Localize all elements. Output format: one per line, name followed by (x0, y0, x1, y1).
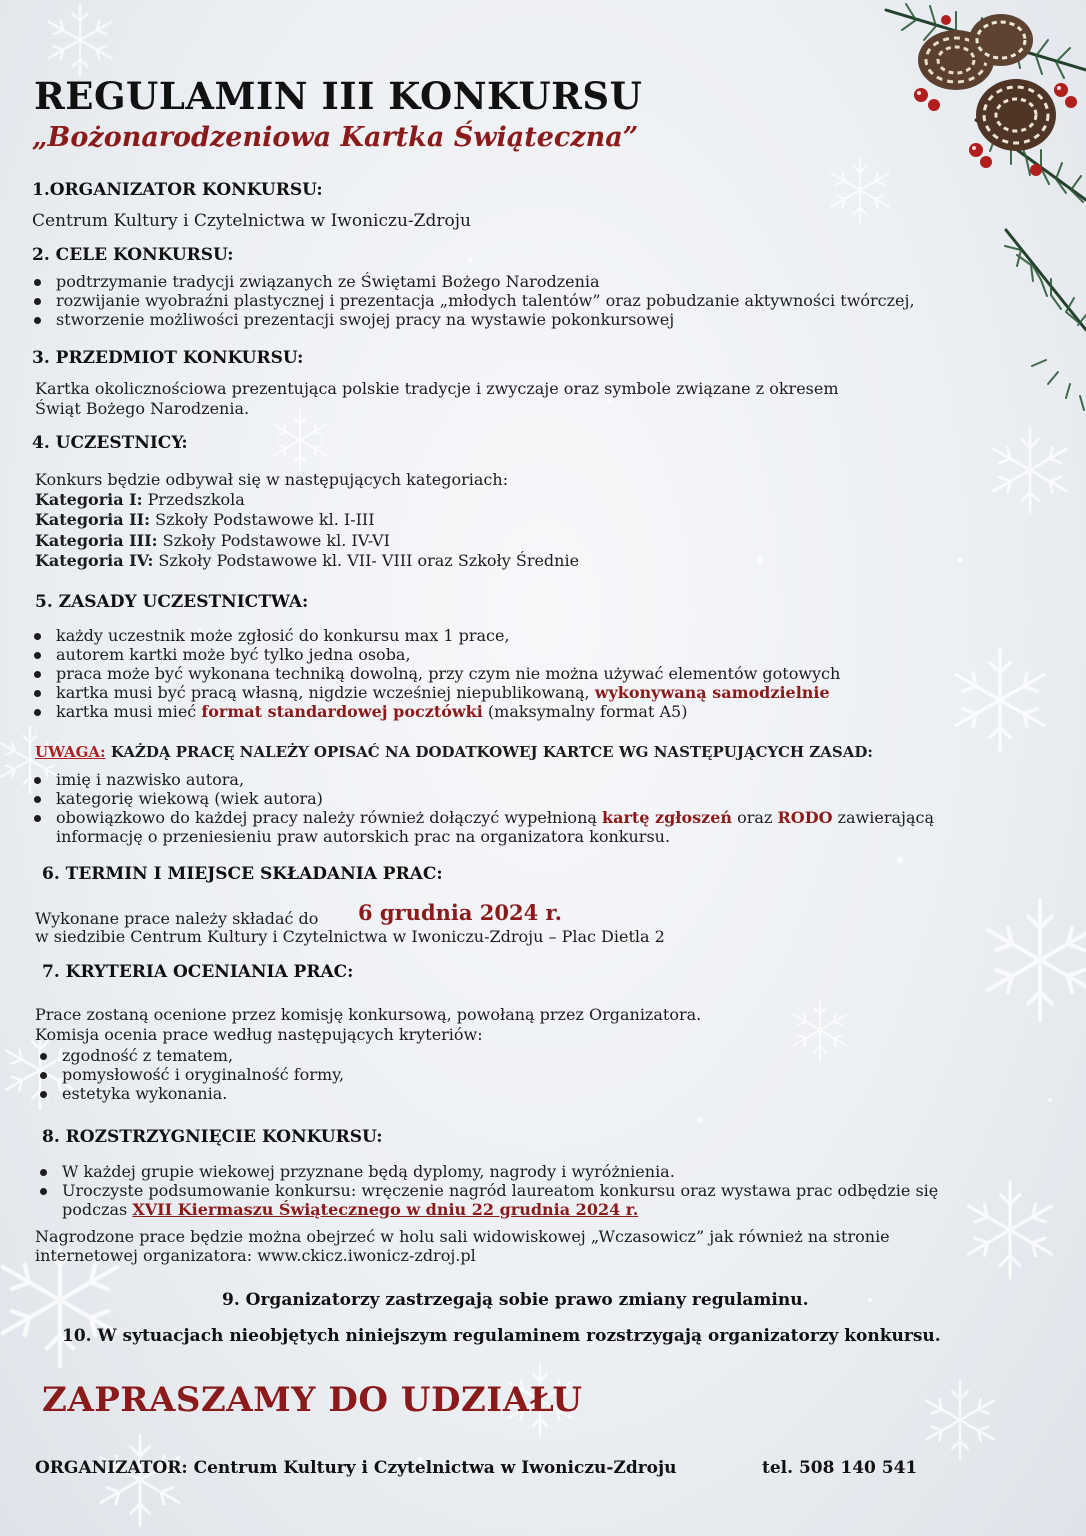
list-item: kartka musi być pracą własną, nigdzie wcześniej niepublikowaną, wykonywaną samodzielnie (26, 683, 840, 702)
criteria-line-2: Komisja ocenia prace według następujących kryteriów: (35, 1025, 483, 1044)
organizer-name: Centrum Kultury i Czytelnictwa w Iwoniczu-Zdroju (32, 211, 471, 231)
list-item: rozwijanie wyobraźni plastycznej i prezentacja „młodych talentów” oraz pobudzanie aktywności twórczej, (26, 291, 915, 310)
subject-line-1: Kartka okolicznościowa prezentująca polskie tradycje i zwyczaje oraz symbole związane z okresem (35, 379, 839, 398)
list-item: zgodność z tematem, (32, 1046, 344, 1065)
section-7-heading: 7. KRYTERIA OCENIANIA PRAC: (42, 962, 354, 982)
list-item: praca może być wykonana techniką dowolną, przy czym nie można używać elementów gotowych (26, 664, 840, 683)
page-title: REGULAMIN III KONKURSU (34, 74, 643, 118)
list-item: podtrzymanie tradycji związanych ze Świętami Bożego Narodzenia (26, 272, 915, 291)
contest-subtitle: „Bożonarodzeniowa Kartka Świąteczna” (32, 122, 639, 153)
invitation-heading: ZAPRASZAMY DO UDZIAŁU (42, 1380, 583, 1420)
goals-list (26, 272, 915, 329)
results-note-1: Nagrodzone prace będzie można obejrzeć w holu sali widowiskowej „Wczasowicz” jak również na stronie (35, 1227, 890, 1246)
list-item: pomysłowość i oryginalność formy, (32, 1065, 344, 1084)
section-2-heading: 2. CELE KONKURSU: (32, 245, 234, 265)
list-item: stworzenie możliwości prezentacji swojej pracy na wystawie pokonkursowej (26, 310, 915, 329)
section-4-heading: 4. UCZESTNICY: (32, 433, 188, 453)
list-item: każdy uczestnik może zgłosić do konkursu max 1 prace, (26, 626, 840, 645)
subject-line-2: Świąt Bożego Narodzenia. (35, 399, 250, 418)
list-item: kartka musi mieć format standardowej pocztówki (maksymalny format A5) (26, 702, 840, 721)
section-9: 9. Organizatorzy zastrzegają sobie prawo zmiany regulaminu. (222, 1290, 809, 1310)
results-list (32, 1162, 938, 1219)
category-1: Kategoria I: Przedszkola (35, 490, 245, 509)
results-note-2: internetowej organizatora: www.ckicz.iwonicz-zdroj.pl (35, 1246, 476, 1265)
criteria-line-1: Prace zostaną ocenione przez komisję konkursową, powołaną przez Organizatora. (35, 1005, 702, 1024)
section-5-heading: 5. ZASADY UCZESTNICTWA: (35, 592, 309, 612)
criteria-list (32, 1046, 344, 1103)
footer-phone: tel. 508 140 541 (762, 1458, 918, 1478)
deadline-date: 6 grudnia 2024 r. (358, 900, 562, 925)
section-6-heading: 6. TERMIN I MIEJSCE SKŁADANIA PRAC: (42, 864, 443, 884)
uwaga-note: UWAGA: KAŻDĄ PRACĘ NALEŻY OPISAĆ NA DODATKOWEJ KARTCE WG NASTĘPUJĄCYCH ZASAD: (35, 743, 873, 761)
list-item: obowiązkowo do każdej pracy należy również dołączyć wypełnioną kartę zgłoszeń oraz RODO zawierającą (26, 808, 934, 827)
list-item: kategorię wiekową (wiek autora) (26, 789, 934, 808)
deadline-text: Wykonane prace należy składać do (35, 909, 319, 928)
footer-organizer: ORGANIZATOR: Centrum Kultury i Czytelnictwa w Iwoniczu-Zdroju (35, 1458, 677, 1478)
list-item: podczas XVII Kiermaszu Świątecznego w dniu 22 grudnia 2024 r. (62, 1200, 639, 1219)
list-item: imię i nazwisko autora, (26, 770, 934, 789)
list-item: autorem kartki może być tylko jedna osoba, (26, 645, 840, 664)
section-8-heading: 8. ROZSTRZYGNIĘCIE KONKURSU: (42, 1127, 383, 1147)
list-item: Uroczyste podsumowanie konkursu: wręczenie nagród laureatom konkursu oraz wystawa prac odbędzie się (32, 1181, 938, 1200)
categories-intro: Konkurs będzie odbywał się w następujących kategoriach: (35, 470, 509, 489)
section-1-heading: 1.ORGANIZATOR KONKURSU: (32, 180, 323, 200)
section-10: 10. W sytuacjach nieobjętych niniejszym regulaminem rozstrzygają organizatorzy konkursu. (62, 1326, 941, 1346)
list-item: estetyka wykonania. (32, 1084, 344, 1103)
category-2: Kategoria II: Szkoły Podstawowe kl. I-III (35, 510, 375, 529)
category-4: Kategoria IV: Szkoły Podstawowe kl. VII- VIII oraz Szkoły Średnie (35, 551, 580, 570)
list-item: W każdej grupie wiekowej przyznane będą dyplomy, nagrody i wyróżnienia. (32, 1162, 938, 1181)
category-3: Kategoria III: Szkoły Podstawowe kl. IV-VI (35, 531, 390, 550)
description-list (26, 770, 934, 846)
deadline-place: w siedzibie Centrum Kultury i Czytelnictwa w Iwoniczu-Zdroju – Plac Dietla 2 (35, 927, 665, 946)
list-item: informację o przeniesieniu praw autorskich prac na organizatora konkursu. (56, 827, 671, 846)
rules-list (26, 626, 840, 721)
section-3-heading: 3. PRZEDMIOT KONKURSU: (32, 348, 304, 368)
